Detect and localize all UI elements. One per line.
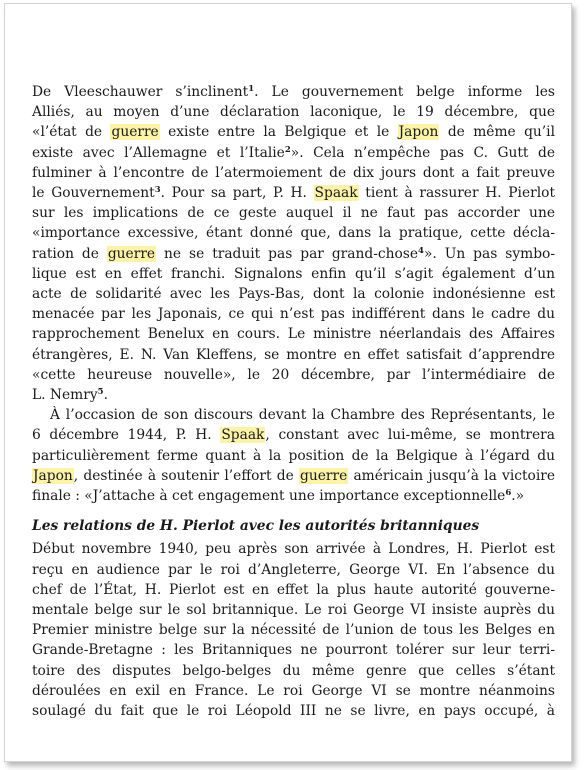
paragraph-1 xyxy=(32,82,555,405)
text-line: «cette heureuse nouvelle», le 20 décembre, par l’intermédiaire de xyxy=(32,366,555,383)
text-line: «importance excessive, étant donné que, dans la pratique, cette décla- xyxy=(32,225,555,242)
text-line: acte de solidarité avec les Pays-Bas, dont la colonie indonésienne est xyxy=(32,286,555,303)
text-line: L. Nemry$^5$. xyxy=(32,387,108,404)
footnote-ref[interactable]: 4 xyxy=(418,245,424,256)
text-line: À l’occasion de son discours devant la Chambre des Représentants, le xyxy=(50,407,555,424)
footnote-ref[interactable]: 2 xyxy=(284,144,291,155)
search-highlight: guerre xyxy=(111,124,159,141)
text-line: finale : «J’attache à cet engagement une importance exceptionnelle$^6$.» xyxy=(32,488,525,505)
search-highlight: Japon xyxy=(398,124,439,141)
text-line: 6 décembre 1944, P. H. Spaak, constant avec lui-même, se montrera xyxy=(32,427,555,444)
text-line: déroulées en exil en France. Le roi George VI se montre néanmoins xyxy=(32,682,555,699)
text-line: mentale belge sur le sol britannique. Le roi George VI insiste auprès du xyxy=(32,602,555,619)
text-line: ration de guerre ne se traduit pas par grand-chose$^4$». Un pas symbo- xyxy=(32,245,555,262)
text-line: Japon, destinée à soutenir l’effort de guerre américain jusqu’à la victoire xyxy=(33,467,555,484)
search-highlight: Japon xyxy=(33,467,73,484)
text-line: Début novembre 1940, peu après son arrivée à Londres, H. Pierlot est xyxy=(32,541,555,558)
section-heading: Les relations de H. Pierlot avec les autorités britanniques xyxy=(32,518,480,535)
text-line: Alliés, au moyen d’une déclaration laconique, le 19 décembre, que xyxy=(32,104,555,121)
footnote-ref[interactable]: 3 xyxy=(154,185,161,196)
footnote-ref[interactable]: 5 xyxy=(97,387,104,398)
text-line: Premier ministre belge sur la nécessité de l’union de tous les Belges en xyxy=(32,622,555,639)
paragraph-2 xyxy=(32,405,555,506)
text-line: «l’état de guerre existe entre la Belgique et le Japon de même qu’il xyxy=(32,124,555,141)
text-line: lique est en effet franchi. Signalons enfin qu’il s’agit également d’un xyxy=(32,265,555,282)
document-body xyxy=(32,82,555,721)
search-highlight: guerre xyxy=(107,245,156,262)
text-line: chef de l’État, H. Pierlot est en effet la plus haute autorité gouverne- xyxy=(32,581,555,598)
text-line: le Gouvernement$^3$. Pour sa part, P. H. Spaak tient à rassurer H. Pierlot xyxy=(32,185,555,202)
text-line: De Vleeschauwer s’inclinent$^1$. Le gouvernement belge informe les xyxy=(32,84,555,100)
search-highlight: Spaak xyxy=(314,185,358,202)
paragraph-3 xyxy=(32,539,555,721)
document-page xyxy=(4,3,572,762)
text-line: soulagé du fait que le roi Léopold III ne se livre, en pays occupé, à xyxy=(32,703,555,720)
text-line: menacée par les Japonais, ce qui n’est pas indifférent dans le cadre du xyxy=(32,306,555,323)
search-highlight: Spaak xyxy=(221,427,265,444)
text-line: reçu en audience par le roi d’Angleterre, George VI. En l’absence du xyxy=(32,561,555,578)
search-highlight: guerre xyxy=(300,467,348,484)
text-line: toire des disputes belgo-belges du même genre que celles s’étant xyxy=(32,662,555,679)
text-line: rapprochement Benelux en cours. Le ministre néerlandais des Affaires xyxy=(32,326,555,343)
text-line: étrangères, E. N. Van Kleffens, se montre en effet satisfait d’apprendre xyxy=(32,346,555,363)
text-line: particulièrement ferme quant à la position de la Belgique à l’égard du xyxy=(32,447,555,464)
footnote-ref[interactable]: 1 xyxy=(248,84,255,94)
text-line: fulminer à l’encontre de l’atermoiement de dix jours dont a fait preuve xyxy=(32,164,555,181)
footnote-ref[interactable]: 6 xyxy=(505,488,512,499)
text-line: sur les implications de ce geste auquel il ne faut pas accorder une xyxy=(32,205,555,222)
text-line: Grande-Bretagne : les Britanniques ne pourront tolérer sur leur terri- xyxy=(32,642,555,659)
text-line: existe avec l’Allemagne et l’Italie$^2$». Cela n’empêche pas C. Gutt de xyxy=(32,144,556,161)
